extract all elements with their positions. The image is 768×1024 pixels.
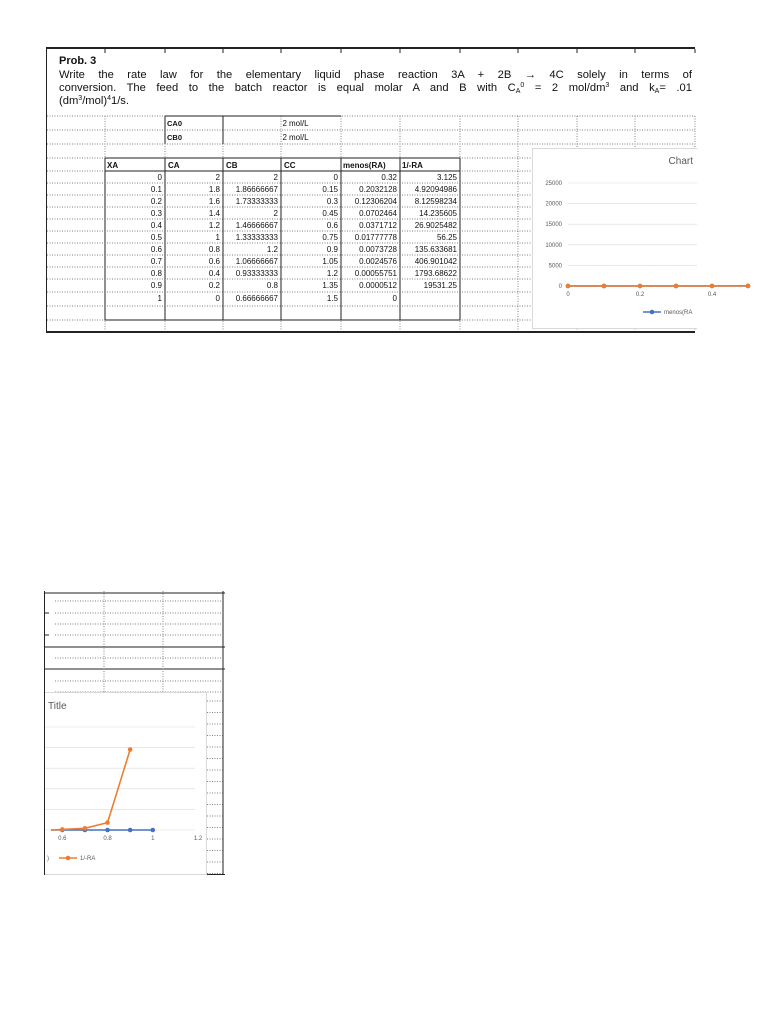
- table-cell[interactable]: 0.0371712: [359, 221, 397, 230]
- table-cell[interactable]: 1.33333333: [235, 233, 278, 242]
- cb0-value[interactable]: 2: [282, 133, 287, 142]
- table-cell[interactable]: 0.45: [322, 209, 338, 218]
- legend-prefix: ): [47, 856, 49, 862]
- table-cell[interactable]: 1.5: [326, 294, 338, 303]
- header-ca[interactable]: CA: [168, 161, 180, 170]
- table-cell[interactable]: 0.8: [208, 245, 220, 254]
- data-point: [128, 828, 133, 833]
- ca0-unit[interactable]: mol/L: [289, 119, 309, 128]
- table-cell[interactable]: 1.06666667: [235, 257, 278, 266]
- table-cell[interactable]: 3.125: [436, 173, 457, 182]
- y-tick-label: 25000: [545, 181, 562, 187]
- table-cell[interactable]: 0.5: [150, 233, 162, 242]
- header-menos-ra[interactable]: menos(RA): [343, 161, 386, 170]
- table-cell[interactable]: 1: [157, 294, 162, 303]
- table-cell[interactable]: 0.6: [326, 221, 338, 230]
- table-cell[interactable]: 0.3: [326, 197, 338, 206]
- table-cell[interactable]: 0.12306204: [354, 197, 397, 206]
- table-cell[interactable]: 0.0000512: [359, 281, 397, 290]
- table-cell[interactable]: 0.4: [208, 269, 220, 278]
- y-tick-label: 10000: [545, 242, 562, 249]
- chart-bottom-title: Title: [48, 701, 67, 712]
- table-cell[interactable]: 1.6: [208, 197, 220, 206]
- table-cell[interactable]: 0.2: [150, 197, 162, 206]
- ca0-value[interactable]: 2: [282, 119, 287, 128]
- table-cell[interactable]: 1.86666667: [235, 185, 278, 194]
- problem-line-1: Write the rate law for the elementary liquid phase reaction 3A + 2B → 4C solely in terms of: [59, 69, 692, 81]
- legend-label: 1/-RA: [80, 856, 96, 862]
- table-cell[interactable]: 2: [215, 173, 220, 182]
- chart-top-plot: [533, 149, 717, 328]
- data-point: [638, 284, 643, 289]
- x-tick-label: 1: [151, 836, 155, 842]
- header-cc[interactable]: CC: [284, 161, 296, 170]
- table-cell[interactable]: 0: [157, 173, 162, 182]
- table-cell[interactable]: 0.9: [150, 281, 162, 290]
- ca0-label[interactable]: CA0: [167, 119, 183, 128]
- table-cell[interactable]: 8.12598234: [414, 197, 457, 206]
- chart-top-panel[interactable]: [532, 148, 717, 329]
- table-cell[interactable]: 56.25: [436, 233, 457, 242]
- problem-line-3: $(dm^3/mol)^41/s$.: [59, 95, 130, 107]
- data-point: [150, 828, 155, 833]
- table-cell[interactable]: 0.2: [208, 281, 220, 290]
- chart-top-title: Chart: [668, 156, 693, 167]
- table-cell[interactable]: 0.8: [150, 269, 162, 278]
- table-cell[interactable]: 1.4: [208, 209, 220, 218]
- x-tick-label: 0.4: [707, 292, 717, 298]
- table-cell[interactable]: 0.8: [266, 281, 278, 290]
- y-tick-label: 0: [558, 284, 562, 290]
- cb0-unit[interactable]: mol/L: [289, 133, 309, 142]
- chart-bottom-plot: [45, 693, 206, 874]
- data-point: [710, 284, 715, 289]
- table-cell[interactable]: 0.1: [150, 185, 162, 194]
- data-point: [746, 283, 751, 288]
- table-cell[interactable]: 1.2: [326, 269, 338, 278]
- y-tick-label: 5000: [548, 263, 562, 270]
- table-cell[interactable]: 0.0702464: [359, 209, 397, 218]
- problem-title: Prob. 3: [59, 55, 97, 67]
- header-xa[interactable]: XA: [107, 161, 119, 170]
- table-cell[interactable]: 0.00055751: [354, 269, 397, 278]
- table-cell[interactable]: 1.8: [208, 185, 220, 194]
- legend-label: menos(RA: [664, 310, 693, 316]
- problem-line-2: conversion. The feed to the batch reactor is equal molar A and B with $CA^0 = 2$ mol/$dm^3$ and kA= .01: [59, 82, 692, 95]
- legend-marker: [66, 856, 71, 861]
- table-cell[interactable]: 0.75: [322, 233, 338, 242]
- table-cell[interactable]: 0.0024576: [359, 257, 397, 266]
- data-point: [602, 284, 607, 289]
- chart-bottom-panel[interactable]: [45, 692, 207, 875]
- legend-marker: [650, 310, 655, 315]
- table-cell[interactable]: 2: [273, 173, 278, 182]
- table-cell[interactable]: 0.01777778: [354, 233, 397, 242]
- data-point: [60, 827, 65, 832]
- x-tick-label: 0.2: [635, 292, 645, 298]
- data-point: [105, 820, 110, 825]
- table-cell[interactable]: 0.6: [150, 245, 162, 254]
- table-cell[interactable]: 0.6: [208, 257, 220, 266]
- header-cb[interactable]: CB: [226, 161, 238, 170]
- table-cell[interactable]: 0.32: [381, 173, 397, 182]
- cb0-label[interactable]: CB0: [167, 133, 183, 142]
- table-cell[interactable]: 1.35: [322, 281, 338, 290]
- table-cell[interactable]: 406.901042: [414, 257, 457, 266]
- data-point: [128, 747, 133, 752]
- table-cell[interactable]: 0: [392, 294, 397, 303]
- table-cell[interactable]: 19531.25: [423, 281, 457, 290]
- table-cell[interactable]: 0.0073728: [359, 245, 397, 254]
- table-cell[interactable]: 1: [215, 233, 220, 242]
- table-cell[interactable]: 1.05: [322, 257, 338, 266]
- y-tick-label: 20000: [545, 201, 562, 208]
- table-cell[interactable]: 2: [273, 209, 278, 218]
- data-point: [566, 284, 571, 289]
- y-tick-label: 15000: [545, 222, 562, 229]
- table-cell[interactable]: 0.3: [150, 209, 162, 218]
- table-cell[interactable]: 0: [215, 294, 220, 303]
- header-inv-ra[interactable]: 1/-RA: [402, 161, 423, 170]
- data-point: [674, 284, 679, 289]
- table-cell[interactable]: 0.9: [326, 245, 338, 254]
- table-cell[interactable]: 1.2: [208, 221, 220, 230]
- table-cell[interactable]: 0.4: [150, 221, 162, 230]
- table-cell[interactable]: 0.66666667: [235, 294, 278, 303]
- table-cell[interactable]: 0: [333, 173, 338, 182]
- x-tick-label: 0.6: [58, 836, 67, 842]
- table-cell[interactable]: 0.15: [322, 185, 338, 194]
- table-cell[interactable]: 1793.68622: [414, 269, 457, 278]
- data-point: [83, 826, 88, 831]
- table-cell[interactable]: 26.9025482: [414, 221, 457, 230]
- table-cell[interactable]: 0.2032128: [359, 185, 397, 194]
- table-cell[interactable]: 4.92094986: [414, 185, 457, 194]
- table-cell[interactable]: 1.46666667: [235, 221, 278, 230]
- x-tick-label: 0: [566, 292, 570, 298]
- series-line: [51, 750, 130, 830]
- x-tick-label: 0.8: [103, 836, 112, 842]
- x-tick-label: 1.2: [193, 836, 203, 842]
- data-point: [105, 828, 110, 833]
- table-cell[interactable]: 14.235605: [419, 209, 457, 218]
- table-cell[interactable]: 0.93333333: [235, 269, 278, 278]
- table-cell[interactable]: 135.633681: [414, 245, 457, 254]
- table-cell[interactable]: 1.2: [266, 245, 278, 254]
- table-cell[interactable]: 0.7: [150, 257, 162, 266]
- table-cell[interactable]: 1.73333333: [235, 197, 278, 206]
